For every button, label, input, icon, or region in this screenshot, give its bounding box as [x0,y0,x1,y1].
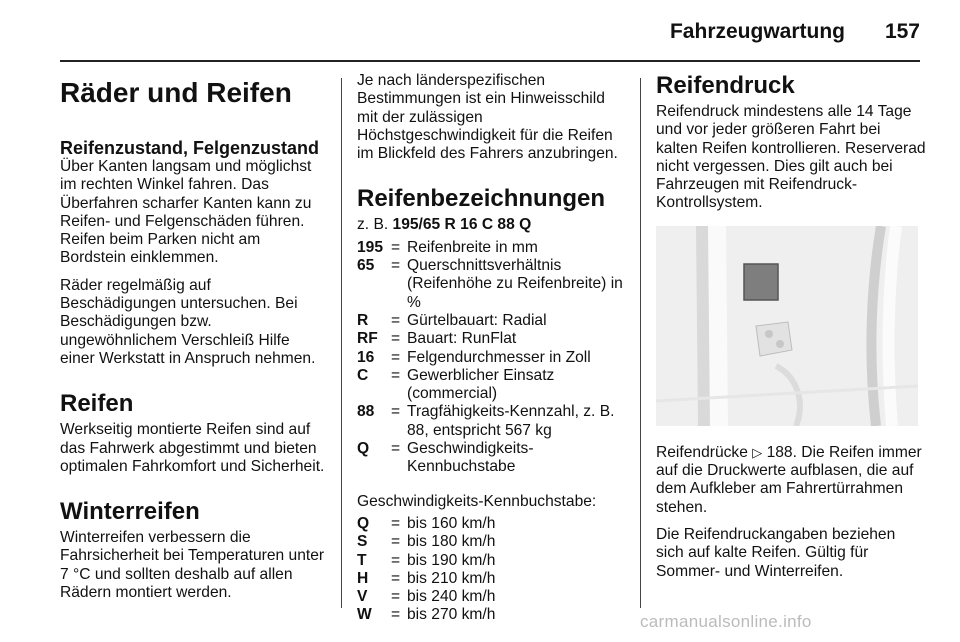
page-number: 157 [884,20,920,43]
definition: bis 240 km/h [407,588,496,606]
equals-sign: = [391,238,401,256]
section-title-winter: Winterreifen [60,498,200,526]
equals-sign: = [391,366,401,384]
example-prefix: z. B. [357,216,393,234]
table-row [357,312,627,330]
equals-sign: = [391,569,401,587]
equals-sign: = [391,533,401,551]
term: H [357,569,369,587]
equals-sign: = [391,330,401,348]
section-title-pressure: Reifendruck [656,72,795,99]
term: C [357,366,369,384]
paragraph: Winterreifen verbessern die Fahrsicherheit bei Temperaturen unter 7 °C und sollten deshalb auf allen Rädern montiert werden. [60,529,325,602]
definition: Geschwindigkeits-Kennbuchstabe [407,440,534,476]
table-row [357,533,495,551]
term: 65 [357,257,375,275]
equals-sign: = [391,440,401,458]
paragraph: Die Reifendruckangaben beziehen sich auf kalte Reifen. Gültig für Sommer- und Winterreifen. [656,525,896,580]
door-frame-illustration [656,226,918,426]
definition: Gürtelbauart: Radial [407,311,547,329]
table-row [357,239,627,257]
term: Q [357,440,370,458]
header-title: Fahrzeugwartung [669,20,845,43]
column-1 [60,72,325,611]
table-row [357,349,627,367]
definition: bis 180 km/h [407,533,496,551]
column-2 [357,72,627,625]
table-row [357,330,627,348]
paragraph: Reifendruck mindestens alle 14 Tage und vor jeder größeren Fahrt bei kalten Reifen kontrollieren. Reserverad nicht vergessen. Dies gilt auch bei Fahrzeugen mit Reifendruck-Kontrollsystem. [656,103,926,212]
equals-sign: = [391,311,401,329]
column-divider [640,78,641,608]
section-title-tyres: Reifen [60,390,134,418]
table-row [357,257,627,312]
term: W [357,606,372,624]
term: T [357,551,367,569]
page-reference-link[interactable]: 188 [766,443,793,461]
table-row [357,606,495,624]
table-row [357,515,495,533]
equals-sign: = [391,403,401,421]
equals-sign: = [391,514,401,532]
table-row [357,552,495,570]
table-row [357,367,627,404]
table-row [357,403,627,440]
term: 195 [357,238,384,256]
definition: bis 160 km/h [407,514,496,532]
term: RF [357,330,378,348]
table-row [357,440,627,477]
definition: Gewerblicher Einsatz (commercial) [407,366,555,403]
definition: Querschnittsverhältnis (Reifenhöhe zu Reifenbreite) in % [407,257,623,311]
speed-title: Geschwindigkeits-Kennbuchstabe: [357,492,597,510]
chapter-title: Räder und Reifen [60,77,292,108]
table-row [357,570,495,588]
definition: Felgendurchmesser in Zoll [407,348,591,366]
door-frame-image [656,226,918,426]
page-header [0,0,960,60]
term: Q [357,514,370,532]
equals-sign: = [391,606,401,624]
term: 88 [357,403,375,421]
section-title-designations: Reifenbezeichnungen [357,185,606,213]
definition: Reifenbreite in mm [407,238,538,256]
section-title-condition: Reifenzustand, Felgenzustand [60,138,320,158]
paragraph: Je nach länderspezifischen Bestimmungen ist ein Hinweisschild mit der zulässigen Höchstgeschwindigkeit für die Reifen im Blickfeld des Fahrers anzubringen. [357,72,618,163]
term: V [357,588,368,606]
equals-sign: = [391,588,401,606]
table-row [357,588,495,606]
paragraph: Werkseitig montierte Reifen sind auf das Fahrwerk abgestimmt und bieten optimalen Fahrkomfort und Sicherheit. [60,421,325,475]
example-line [357,216,627,234]
watermark: carmanualsonline.info [640,612,812,631]
term: R [357,311,369,329]
definition: bis 270 km/h [407,606,496,624]
column-3 [656,72,926,590]
designation-table [357,239,627,477]
text: . Die Reifen immer auf die Druckwerte aufblasen, die auf dem Aufkleber am Fahrertürrahmen stehen. [656,443,922,516]
example-code: 195/65 R 16 C 88 Q [392,216,532,234]
definition: Tragfähigkeits-Kennzahl, z. B. 88, entspricht 567 kg [407,403,615,439]
paragraph [656,444,926,517]
text: Reifendrücke [656,443,753,461]
paragraph: Räder regelmäßig auf Beschädigungen untersuchen. Bei Beschädigungen bzw. ungewöhnlichem Verschleiß Hilfe einer Werkstatt in Anspruch nehmen. [60,276,316,367]
definition: bis 190 km/h [407,551,496,569]
definition: Bauart: RunFlat [407,330,517,348]
term: 16 [357,348,375,366]
column-divider [341,78,342,608]
speed-table [357,515,495,625]
equals-sign: = [391,257,401,275]
paragraph: Über Kanten langsam und möglichst im rechten Winkel fahren. Das Überfahren scharfer Kanten kann zu Reifen- und Felgenschäden führen. Reifen beim Parken nicht am Bordstein einklemmen. [60,158,312,267]
equals-sign: = [391,551,401,569]
header-rule [60,60,920,62]
reference-arrow-icon: ▷ [752,444,763,460]
definition: bis 210 km/h [407,569,496,587]
term: S [357,533,368,551]
equals-sign: = [391,348,401,366]
